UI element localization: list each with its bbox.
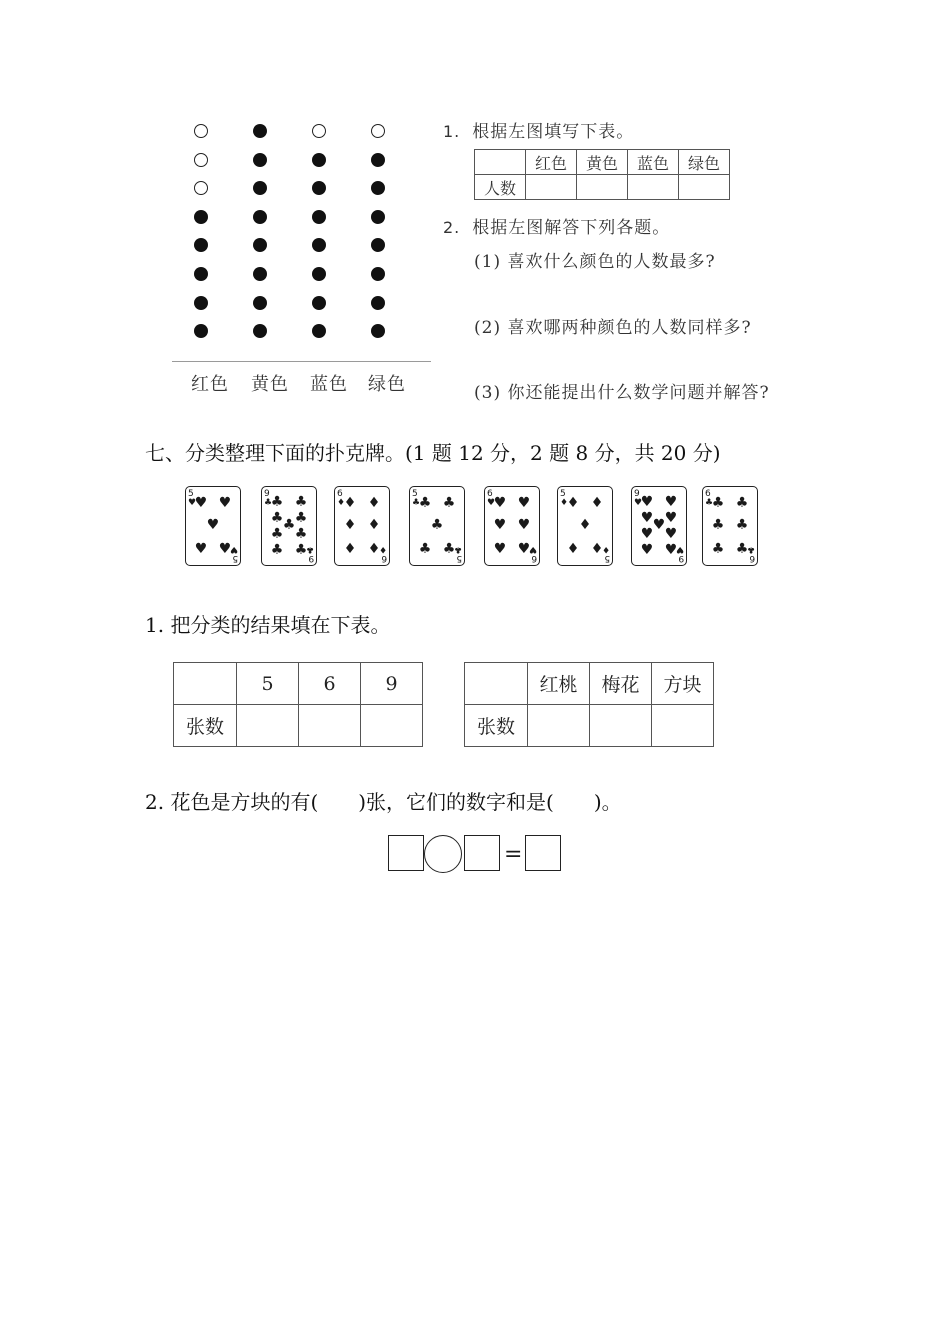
card-9-clubs: [261, 486, 317, 566]
equation-box-result[interactable]: [525, 835, 561, 871]
header-green: 绿色: [679, 150, 730, 175]
card-corner-index: 5 ♦: [560, 489, 569, 508]
filled-dot: [312, 324, 326, 338]
card-6-hearts: [484, 486, 540, 566]
card-corner-index-bottom: 9 ♣: [305, 544, 314, 563]
filled-dot: [253, 124, 267, 138]
card-pip-icon: ♥: [218, 495, 232, 511]
card-pip-icon: ♥: [640, 494, 654, 510]
card-pip-icon: ♥: [640, 542, 654, 558]
card-corner-index: 6 ♦: [337, 489, 346, 508]
card-pip-icon: ♦: [566, 495, 580, 511]
section-7-title: 七、分类整理下面的扑克牌。(1 题 12 分，2 题 8 分，共 20 分): [145, 441, 721, 465]
card-corner-index-bottom: 5 ♥: [229, 544, 238, 563]
cell-green[interactable]: [679, 175, 730, 200]
header-hearts: 红桃: [528, 663, 590, 705]
card-pip-icon: ♦: [367, 517, 381, 533]
filled-dot: [253, 210, 267, 224]
card-pip-icon: ♣: [735, 495, 749, 511]
card-pip-icon: ♥: [517, 541, 531, 557]
filled-dot: [253, 181, 267, 195]
card-pip-icon: ♣: [735, 541, 749, 557]
label-green: 绿色: [368, 374, 406, 395]
header-rank-6: 6: [299, 663, 361, 705]
cell-diamonds[interactable]: [652, 705, 714, 747]
filled-dot: [312, 267, 326, 281]
card-pip-icon: ♣: [711, 495, 725, 511]
filled-dot: [253, 267, 267, 281]
question-2-text: 根据左图解答下列各题。: [472, 218, 671, 238]
card-pip-icon: ♦: [590, 495, 604, 511]
equals-sign: =: [504, 842, 523, 867]
chart-baseline: [172, 361, 431, 362]
dot-column-blue: [310, 124, 328, 353]
card-pip-icon: ♥: [664, 526, 678, 542]
header-rank-5: 5: [237, 663, 299, 705]
question-1-number: 1.: [443, 122, 461, 141]
card-pip-icon: ♦: [367, 541, 381, 557]
card-corner-index-bottom: 9 ♥: [675, 544, 684, 563]
dot-column-red: [192, 124, 210, 353]
filled-dot: [194, 296, 208, 310]
card-5-hearts: [185, 486, 241, 566]
card-pip-icon: ♥: [517, 517, 531, 533]
card-pip-icon: ♣: [711, 517, 725, 533]
card-pip-icon: ♣: [270, 494, 284, 510]
sub-question-3: (3) 你还能提出什么数学问题并解答?: [474, 383, 770, 403]
card-pip-icon: ♣: [294, 526, 308, 542]
card-pip-icon: ♥: [640, 510, 654, 526]
card-corner-index-bottom: 6 ♥: [528, 544, 537, 563]
card-corner-index: 5 ♥: [188, 489, 197, 508]
dot-column-green: [369, 124, 387, 353]
label-blue: 蓝色: [310, 374, 348, 395]
hollow-dot: [194, 124, 208, 138]
card-pip-icon: ♣: [294, 510, 308, 526]
row-label-people: 人数: [475, 175, 526, 200]
filled-dot: [312, 153, 326, 167]
cell-blue[interactable]: [628, 175, 679, 200]
table-corner: [475, 150, 526, 175]
dot-column-yellow: [251, 124, 269, 353]
card-pip-icon: ♥: [664, 510, 678, 526]
question-1: [443, 117, 634, 142]
card-corner-index: 6 ♥: [487, 489, 496, 508]
cell-rank-6[interactable]: [299, 705, 361, 747]
filled-dot: [253, 324, 267, 338]
card-pip-icon: ♥: [493, 541, 507, 557]
card-pip-icon: ♣: [442, 541, 456, 557]
hollow-dot: [194, 153, 208, 167]
card-corner-index: 9 ♣: [264, 489, 273, 508]
card-pip-icon: ♣: [418, 541, 432, 557]
card-pip-icon: ♥: [517, 495, 531, 511]
card-pip-icon: ♥: [493, 517, 507, 533]
cell-hearts[interactable]: [528, 705, 590, 747]
card-pip-icon: ♦: [590, 541, 604, 557]
card-pip-icon: ♥: [218, 541, 232, 557]
section-7-question-1: 1. 把分类的结果填在下表。: [145, 613, 391, 637]
card-pip-icon: ♦: [566, 541, 580, 557]
suit-table-corner: [465, 663, 528, 705]
filled-dot: [194, 238, 208, 252]
filled-dot: [194, 324, 208, 338]
filled-dot: [194, 210, 208, 224]
question-1-text: 根据左图填写下表。: [472, 122, 635, 142]
card-6-diamonds: [334, 486, 390, 566]
header-yellow: 黄色: [577, 150, 628, 175]
equation-box-1[interactable]: [388, 835, 424, 871]
card-pip-icon: ♦: [578, 517, 592, 533]
header-clubs: 梅花: [590, 663, 652, 705]
cell-yellow[interactable]: [577, 175, 628, 200]
card-pip-icon: ♥: [652, 517, 666, 533]
hollow-dot: [312, 124, 326, 138]
card-pip-icon: ♣: [294, 542, 308, 558]
card-corner-index: 9 ♥: [634, 489, 643, 508]
card-pip-icon: ♥: [194, 495, 208, 511]
card-pip-icon: ♥: [664, 494, 678, 510]
sub-question-2: (2) 喜欢哪两种颜色的人数同样多?: [474, 318, 752, 338]
rank-table-corner: [174, 663, 237, 705]
filled-dot: [371, 324, 385, 338]
label-red: 红色: [191, 374, 229, 395]
card-5-clubs: [409, 486, 465, 566]
card-corner-index-bottom: 6 ♣: [746, 544, 755, 563]
card-pip-icon: ♣: [270, 510, 284, 526]
card-pip-icon: ♥: [640, 526, 654, 542]
filled-dot: [371, 210, 385, 224]
suit-count-table: [464, 662, 714, 747]
label-yellow: 黄色: [251, 374, 289, 395]
card-pip-icon: ♥: [194, 541, 208, 557]
filled-dot: [312, 296, 326, 310]
cell-clubs[interactable]: [590, 705, 652, 747]
header-diamonds: 方块: [652, 663, 714, 705]
card-pip-icon: ♦: [343, 517, 357, 533]
card-9-hearts: [631, 486, 687, 566]
card-pip-icon: ♣: [270, 542, 284, 558]
card-pip-icon: ♣: [430, 517, 444, 533]
card-pip-icon: ♥: [493, 495, 507, 511]
filled-dot: [371, 238, 385, 252]
filled-dot: [253, 296, 267, 310]
hollow-dot: [194, 181, 208, 195]
cell-red[interactable]: [526, 175, 577, 200]
equation-box-2[interactable]: [464, 835, 500, 871]
card-pip-icon: ♣: [294, 494, 308, 510]
card-pip-icon: ♦: [367, 495, 381, 511]
filled-dot: [371, 296, 385, 310]
filled-dot: [253, 238, 267, 252]
card-pip-icon: ♣: [735, 517, 749, 533]
card-pip-icon: ♦: [343, 541, 357, 557]
filled-dot: [253, 153, 267, 167]
card-corner-index: 5 ♣: [412, 489, 421, 508]
card-pip-icon: ♥: [206, 517, 220, 533]
cell-rank-5[interactable]: [237, 705, 299, 747]
equation-operator-circle[interactable]: [424, 835, 462, 873]
filled-dot: [312, 210, 326, 224]
card-6-clubs: [702, 486, 758, 566]
suit-row-label: 张数: [465, 705, 528, 747]
card-pip-icon: ♣: [711, 541, 725, 557]
header-red: 红色: [526, 150, 577, 175]
filled-dot: [371, 153, 385, 167]
filled-dot: [371, 267, 385, 281]
question-2-number: 2.: [443, 218, 461, 237]
card-pip-icon: ♥: [664, 542, 678, 558]
rank-count-table: [173, 662, 423, 747]
filled-dot: [194, 267, 208, 281]
cell-rank-9[interactable]: [361, 705, 423, 747]
card-pip-icon: ♣: [442, 495, 456, 511]
rank-row-label: 张数: [174, 705, 237, 747]
header-blue: 蓝色: [628, 150, 679, 175]
card-corner-index-bottom: 6 ♦: [378, 544, 387, 563]
card-pip-icon: ♦: [343, 495, 357, 511]
filled-dot: [312, 238, 326, 252]
card-corner-index-bottom: 5 ♣: [453, 544, 462, 563]
card-5-diamonds: [557, 486, 613, 566]
sub-question-1: (1) 喜欢什么颜色的人数最多?: [474, 252, 716, 272]
question-2: [443, 213, 670, 238]
card-corner-index-bottom: 5 ♦: [601, 544, 610, 563]
card-corner-index: 6 ♣: [705, 489, 714, 508]
section-7-question-2: 2. 花色是方块的有( )张，它们的数字和是( )。: [145, 790, 622, 814]
filled-dot: [312, 181, 326, 195]
filled-dot: [371, 181, 385, 195]
header-rank-9: 9: [361, 663, 423, 705]
card-pip-icon: ♣: [282, 517, 296, 533]
hollow-dot: [371, 124, 385, 138]
card-pip-icon: ♣: [418, 495, 432, 511]
card-pip-icon: ♣: [270, 526, 284, 542]
color-count-table: [474, 149, 730, 200]
